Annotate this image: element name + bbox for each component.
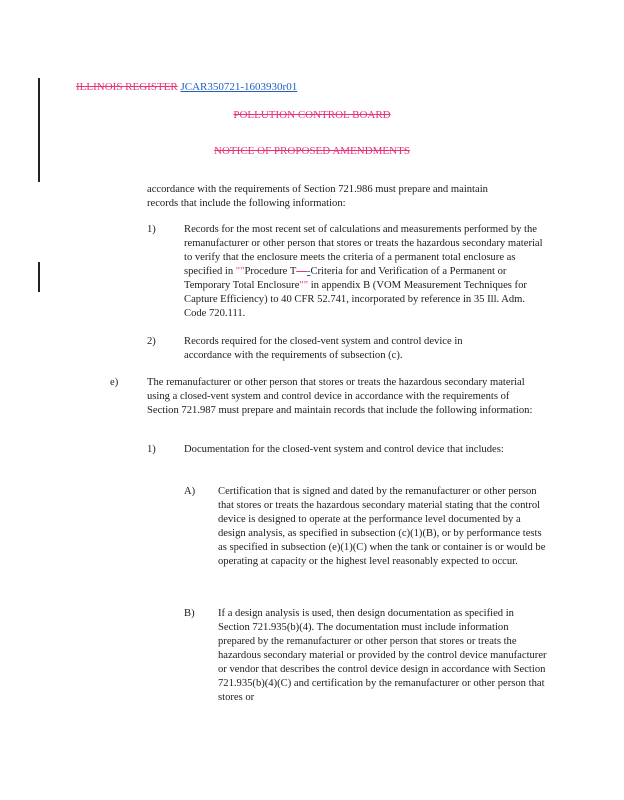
subitem-a-label: A) — [184, 486, 196, 497]
item-1-text: Criteria for and Verification of a Permanent or Temporary Total Enclosure — [184, 266, 507, 291]
item-1-label: 1) — [147, 224, 156, 235]
item-1-paragraph — [184, 223, 549, 321]
subitem-a-paragraph: Certification that is signed and dated by the remanufacturer or other person that stores or treats the hazardous secondary material stating that the control device is designed to operate at the performance level documented by a design analysis, as specified in subsection (c)(1)(B), or by performance tests as specified in subsection (e)(1)(C) when the tank or container is or would be operating at capacity or the highest level reasonably expected to occur. — [218, 486, 546, 567]
quote-mark: "" — [235, 266, 245, 277]
change-bar — [38, 78, 40, 182]
intro-paragraph: accordance with the requirements of Section 721.986 must prepare and maintain records that include the following information: — [147, 184, 488, 209]
change-bar — [38, 262, 40, 292]
notice-header: NOTICE OF PROPOSED AMENDMENTS — [214, 145, 410, 157]
register-struck: ILLINOIS REGISTER — [76, 81, 178, 93]
quote-mark: "" — [299, 280, 309, 291]
e1-label: 1) — [147, 444, 156, 455]
subitem-b-label: B) — [184, 608, 195, 619]
inserted-dash: - — [306, 266, 311, 277]
item-2-label: 2) — [147, 336, 156, 347]
section-e-paragraph: The remanufacturer or other person that stores or treats the hazardous secondary material using a closed-vent system and control device in accordance with the requirements of Section 721.987 must prepare and maintain records that include the following information: — [147, 377, 533, 416]
section-e-label: e) — [110, 377, 119, 388]
item-1-text: Procedure T — [244, 266, 297, 277]
item-1-text: in appendix B (VOM Measurement Techniques for Capture Efficiency) to 40 CFR 52.741, incorporated by reference in 35 Ill. Adm. Code 720.111. — [184, 280, 527, 319]
board-header: POLLUTION CONTROL BOARD — [233, 109, 391, 121]
subitem-b-paragraph: If a design analysis is used, then design documentation as specified in Section 721.935(b)(4). The documentation must include information prepared by the remanufacturer or other person that stores or treats the hazardous secondary material or provided by the control device manufacturer or vendor that describes the control device design in accordance with Section 721.935(b)(4)(C) and certification by the remanufacturer or other person that stores or — [218, 608, 547, 703]
item-1-text: Records for the most recent set of calculations and measurements performed by the remanufacturer or other person that stores or treats the hazardous secondary material to verify that the enclosure meets the criteria of a permanent total enclosure as specified in — [184, 224, 543, 277]
struck-dash: — — [296, 266, 307, 277]
register-header — [76, 81, 297, 93]
register-inserted: JCAR350721-1603930r01 — [180, 81, 298, 93]
item-2-paragraph: Records required for the closed-vent system and control device in accordance with the requirements of subsection (c). — [184, 336, 463, 361]
e1-paragraph: Documentation for the closed-vent system and control device that includes: — [184, 444, 504, 455]
